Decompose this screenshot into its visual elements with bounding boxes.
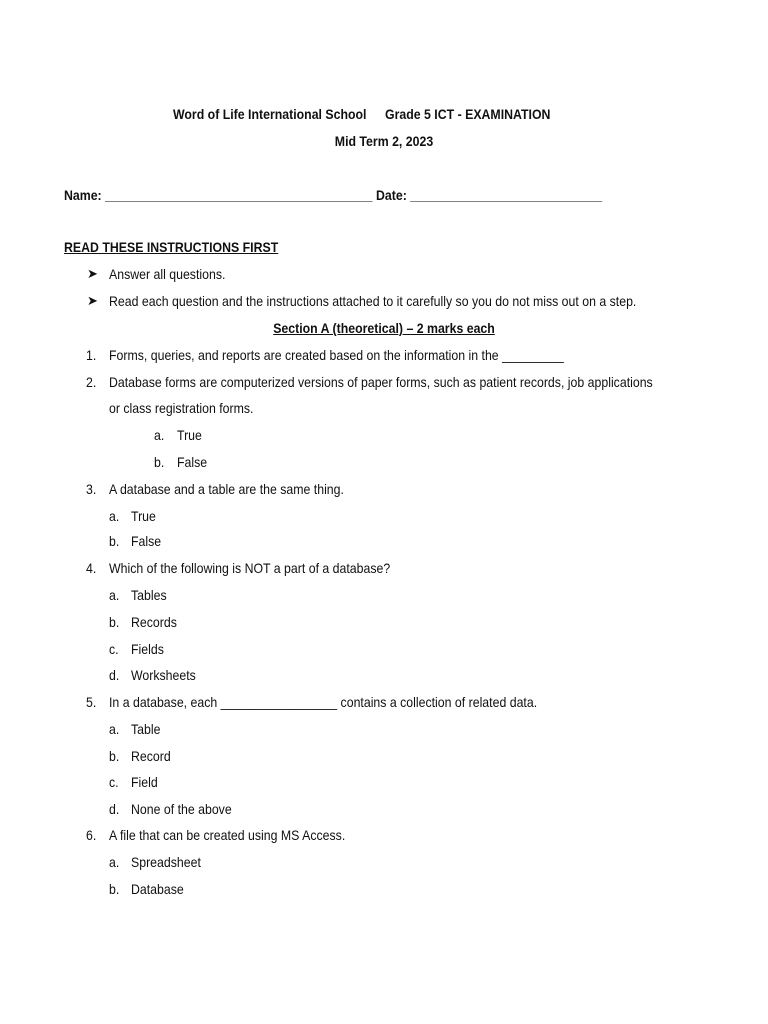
option-letter: a. — [109, 721, 120, 737]
question-number: 5. — [86, 694, 97, 710]
arrow-bullet-icon: ➤ — [87, 293, 98, 308]
option-letter: b. — [109, 748, 120, 764]
option-letter: b. — [109, 614, 120, 630]
option-text: Database — [131, 881, 184, 897]
option-text: Tables — [131, 587, 167, 603]
option-text: True — [131, 508, 156, 524]
option-letter: c. — [109, 641, 119, 657]
date-field: Date: ____________________________ — [376, 187, 603, 203]
option-letter: b. — [154, 454, 165, 470]
arrow-bullet-icon: ➤ — [87, 266, 98, 281]
option-letter: d. — [109, 667, 120, 683]
option-letter: a. — [109, 587, 120, 603]
question-text: In a database, each _________________ contains a collection of related data. — [109, 694, 538, 710]
option-letter: b. — [109, 881, 120, 897]
option-letter: a. — [109, 508, 120, 524]
question-number: 4. — [86, 560, 97, 576]
question-text: Which of the following is NOT a part of a database? — [109, 560, 391, 576]
option-letter: a. — [109, 854, 120, 870]
option-letter: b. — [109, 533, 120, 549]
question-text: Forms, queries, and reports are created based on the information in the _________ — [109, 347, 564, 363]
option-text: Table — [131, 721, 161, 737]
option-text: Worksheets — [131, 667, 196, 683]
question-text: A file that can be created using MS Access. — [109, 827, 346, 843]
option-letter: c. — [109, 774, 119, 790]
instruction-item: Answer all questions. — [109, 266, 226, 282]
question-number: 2. — [86, 374, 97, 390]
question-number: 6. — [86, 827, 97, 843]
option-text: False — [131, 533, 162, 549]
option-text: Records — [131, 614, 177, 630]
option-text: Fields — [131, 641, 164, 657]
option-letter: d. — [109, 801, 120, 817]
question-text: Database forms are computerized versions of paper forms, such as patient records, job applications — [109, 374, 653, 390]
section-title: Section A (theoretical) – 2 marks each — [273, 320, 495, 336]
exam-term: Mid Term 2, 2023 — [334, 133, 434, 149]
question-text-continued: or class registration forms. — [109, 400, 254, 416]
option-letter: a. — [154, 427, 165, 443]
option-text: Field — [131, 774, 158, 790]
exam-title: Grade 5 ICT - EXAMINATION — [385, 106, 551, 122]
question-number: 3. — [86, 481, 97, 497]
option-text: True — [177, 427, 202, 443]
option-text: Record — [131, 748, 171, 764]
option-text: False — [177, 454, 208, 470]
question-text: A database and a table are the same thing. — [109, 481, 344, 497]
instruction-item: Read each question and the instructions attached to it carefully so you do not miss out on a step. — [109, 293, 637, 309]
question-number: 1. — [86, 347, 97, 363]
name-field: Name: _______________________________________ — [64, 187, 373, 203]
option-text: Spreadsheet — [131, 854, 201, 870]
instructions-heading: READ THESE INSTRUCTIONS FIRST — [64, 239, 279, 255]
option-text: None of the above — [131, 801, 232, 817]
school-name: Word of Life International School — [173, 106, 367, 122]
